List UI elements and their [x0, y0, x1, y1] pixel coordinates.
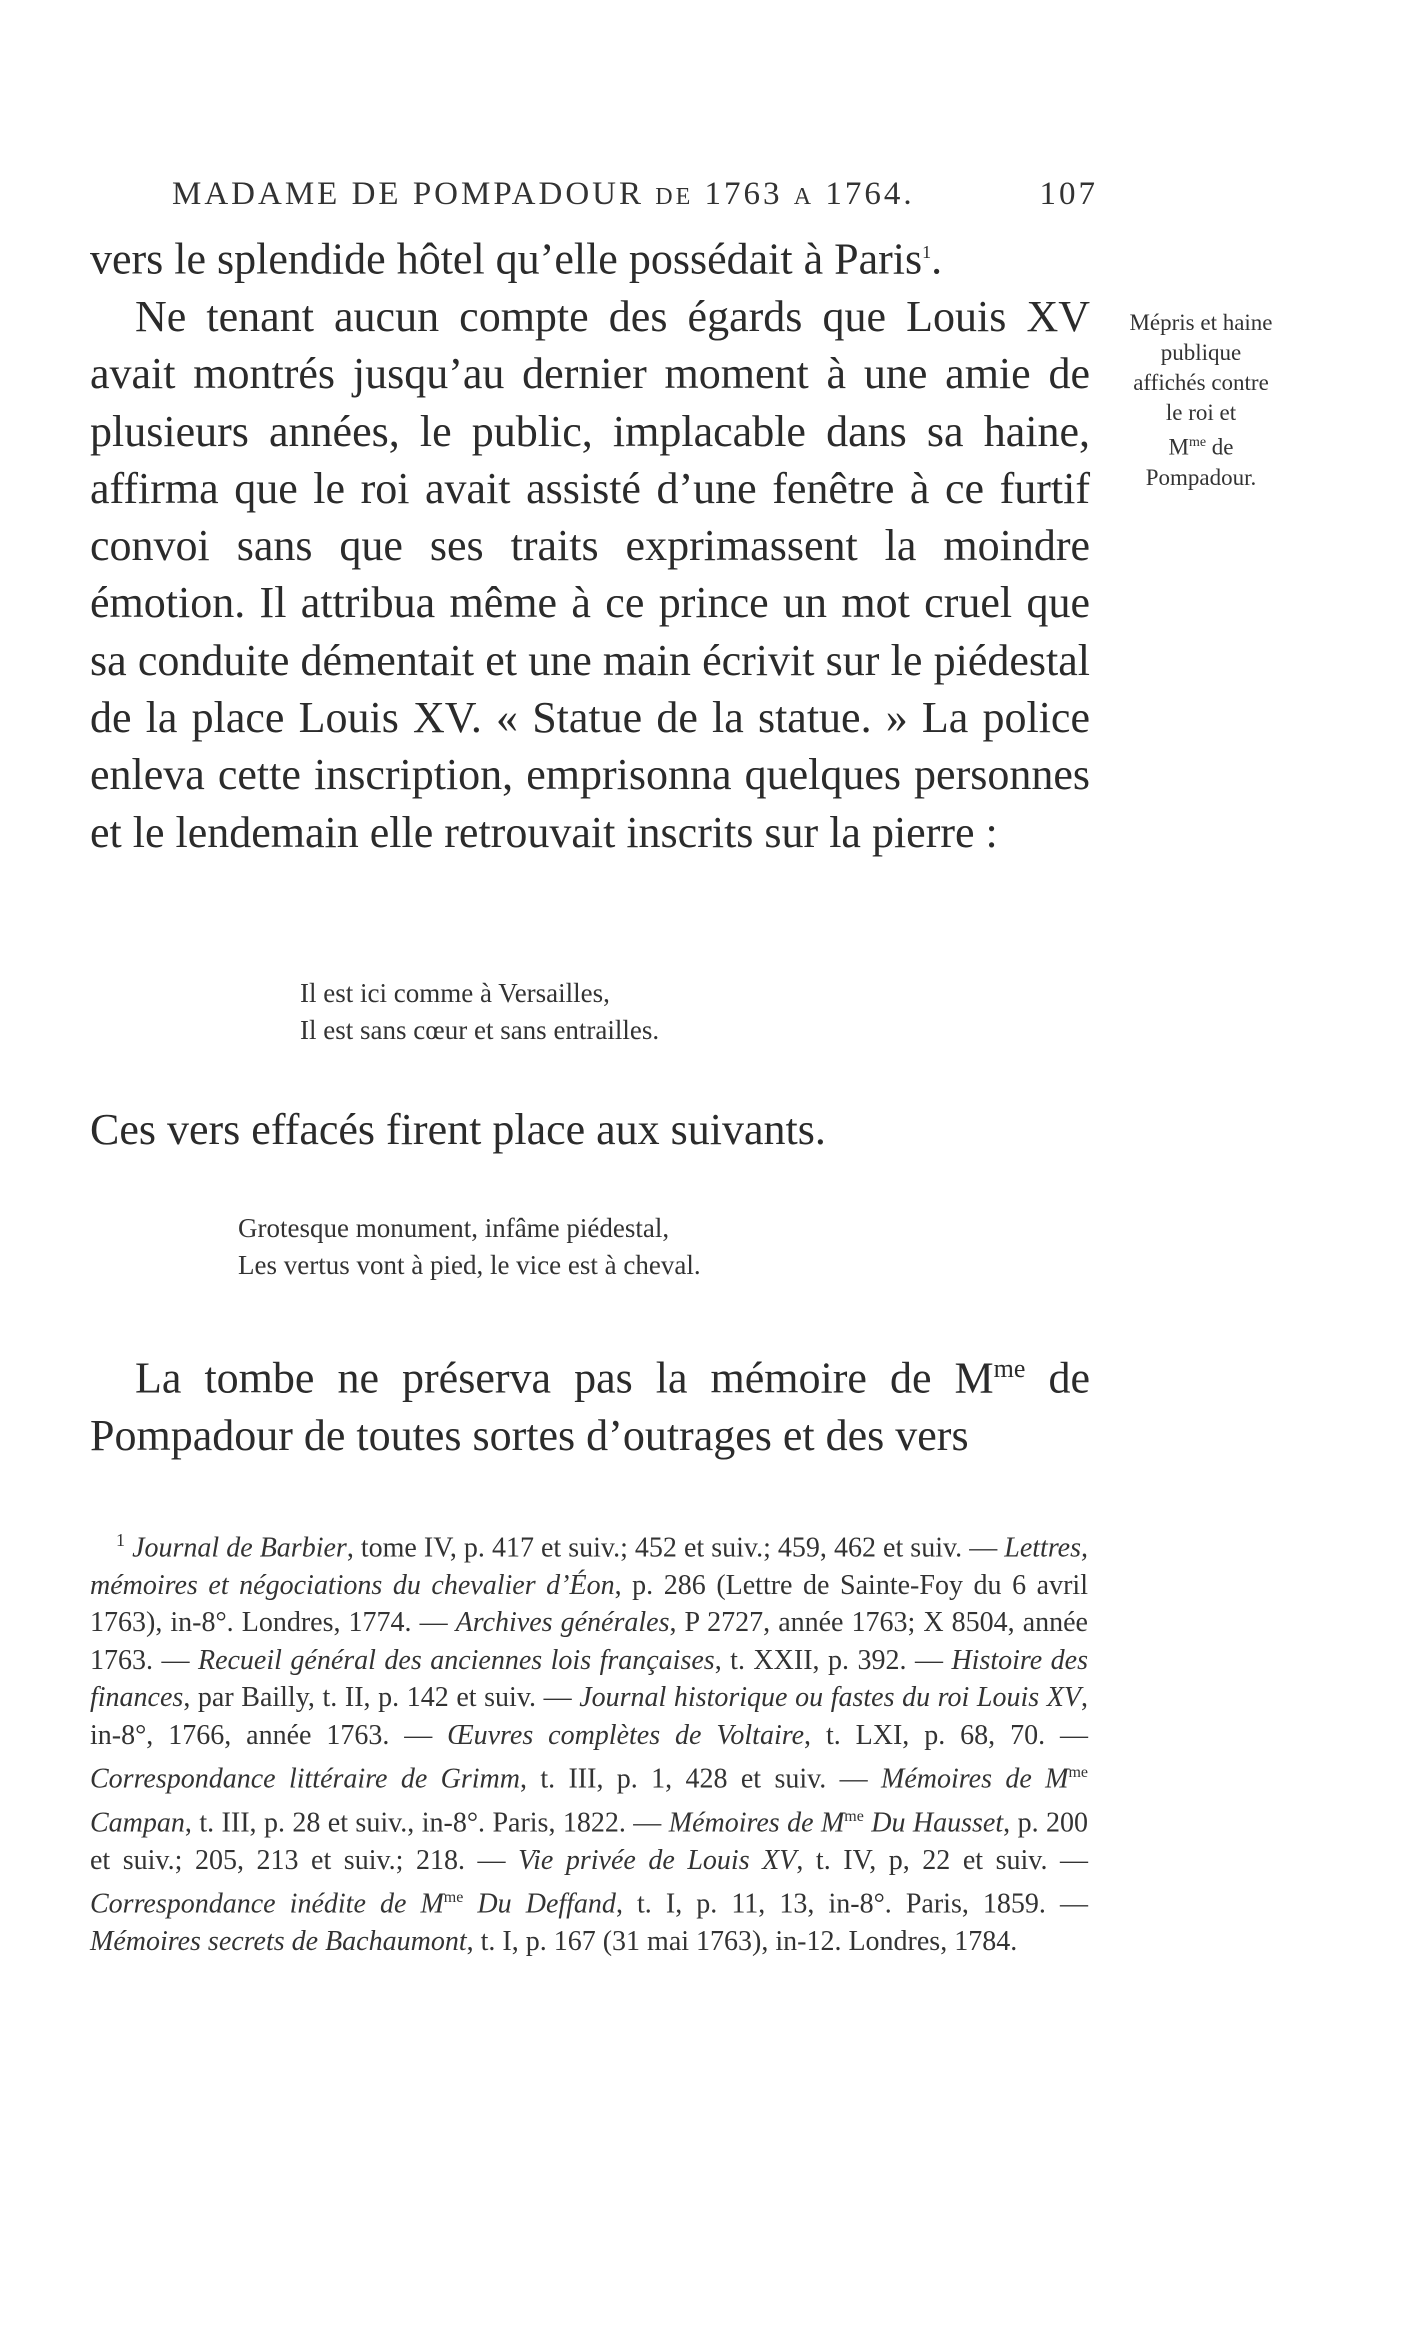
verse-line: Grotesque monument, infâme piédestal,: [238, 1213, 670, 1243]
main-text: [90, 224, 1090, 861]
header-title: MADAME DE POMPADOUR DE 1763 A 1764.: [172, 176, 915, 212]
margin-note: Mépris et haine publique affichés contre le roi et $M^{me}$ de Pompadour.: [1129, 310, 1273, 490]
verse-line: Il est sans cœur et sans entrailles.: [300, 1015, 660, 1045]
footnote-reference: 1: [922, 242, 932, 262]
verse-line: Les vertus vont à pied, le vice est à cheval.: [238, 1250, 701, 1280]
paragraph-3: La tombe ne préserva pas la mémoire de $M^{me}$ de Pompadour de toutes sortes d’outrages et des vers: [90, 1353, 1091, 1460]
page-number: 107: [1039, 176, 1098, 212]
transition-line: Ces vers effacés firent place aux suivants.: [90, 1105, 826, 1154]
footnote-mark: 1: [116, 1530, 125, 1550]
footnote: $^1$ Journal de Barbier, tome IV, p. 417 et suiv.; 452 et suiv.; 459, 462 et suiv. — Lettres, mémoires et négociations du chevalier d’Éon, p. 286 (Lettre de Sainte-Foy du 6 avril 1763), in-8°. Londres, 1774. — Archives générales, P 2727, année 1763; X 8504, année 1763. — Recueil général des anciennes lois françaises, t. XXII, p. 392. — Histoire des finances, par Bailly, t. II, p. 142 et suiv. — Journal historique ou fastes du roi Louis XV, in-8°, 1766, année 1763. — Œuvres complètes de Voltaire, t. LXI, p. 68, 70. — Correspondance littéraire de Grimm, t. III, p. 1, 428 et suiv. — Mémoires de $M^{me}$ Campan, t. III, p. 28 et suiv., in-8°. Paris, 1822. — Mémoires de $M^{me}$ Du Hausset, p. 200 et suiv.; 205, 213 et suiv.; 218. — Vie privée de Louis XV, t. IV, p, 22 et suiv. — Correspondance inédite de $M^{me}$ Du Deffand, t. I, p. 11, 13, in-8°. Paris, 1859. — Mémoires secrets de Bachaumont, t. I, p. 167 (31 mai 1763), in-12. Londres, 1784.: [90, 1530, 1089, 1958]
paragraph-2: Ne tenant aucun compte des égards que Louis XV avait montrés jusqu’au dernier moment à une amie de plusieurs années, le public, implacable dans sa haine, affirma que le roi avait assisté d’une fenêtre à ce furtif convoi sans que ses traits exprimassent la moindre émotion. Il attribua même à ce prince un mot cruel que sa conduite démentait et une main écrivit sur le piédestal de la place Louis XV. « Statue de la statue. » La police enleva cette inscription, emprisonna quelques personnes et le lendemain elle retrouvait inscrits sur la pierre :: [90, 291, 1090, 857]
paragraph-1: vers le splendide hôtel qu’elle possédait à Paris$^1$.: [90, 234, 943, 284]
running-header: [172, 176, 1098, 213]
verse-1: [300, 975, 659, 1049]
verse-2: [238, 1210, 701, 1284]
verse-line: Il est ici comme à Versailles,: [300, 978, 610, 1008]
